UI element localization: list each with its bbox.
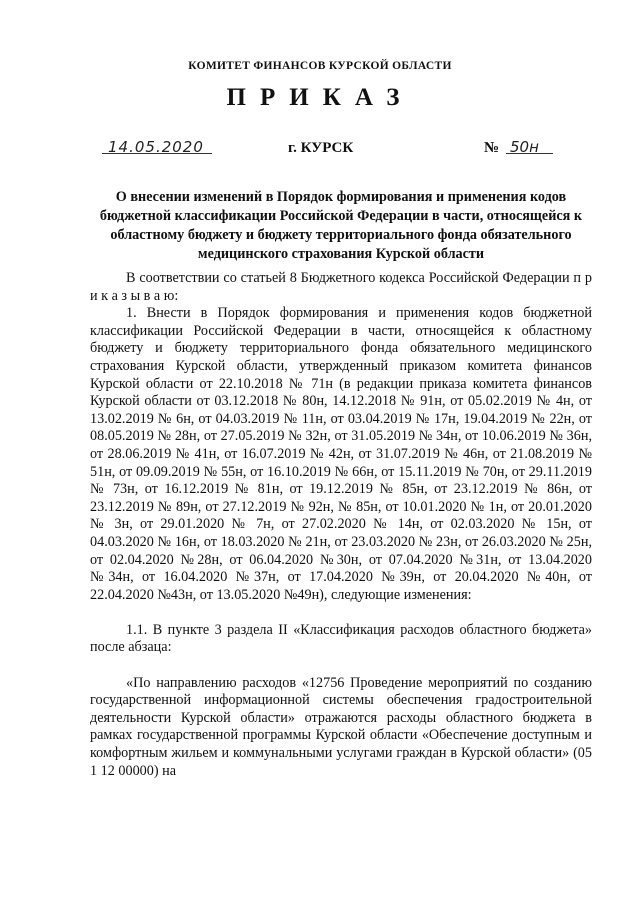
issuing-authority: КОМИТЕТ ФИНАНСОВ КУРСКОЙ ОБЛАСТИ [188,60,452,72]
quoted-text-paragraph: «По направлению расходов «12756 Проведение мероприятий по созданию государственной информационной системы обеспечения градостроительной деятельности Курской области» отражаются расходы областного бюджета в рамках государственной программы Курской области «Обеспечение доступным и комфортным жильем и коммунальными услугами граждан в Курской области» (05 1 12 00000) на [90,674,592,779]
handwritten-order-number: 50н [510,138,539,156]
handwritten-date: 14.05.2020 [108,138,204,156]
clause-1-1-paragraph: 1.1. В пункте 3 раздела II «Классификация расходов областного бюджета» после абзаца: [90,621,592,656]
document-title: ПРИКАЗ [226,84,414,111]
order-number-label: № [484,140,500,156]
order-subject-heading: О внесении изменений в Порядок формирования и применения кодов бюджетной классификации Российской Федерации в части, относящейся к областному бюджету и бюджету территориального фонда обязательного медицинского страхования Курской области [99,189,583,262]
clause-1-paragraph: 1. Внести в Порядок формирования и применения кодов бюджетной классификации Российской Федерации в части, относящейся к областному бюджету и бюджету территориального фонда обязательного медицинского страхования Курской области, утвержденный приказом комитета финансов Курской области от 22.10.2018 № 71н (в редакции приказа комитета финансов Курской области от 03.12.2018 № 80н, 14.12.2018 № 91н, от 05.02.2019 № 4н, от 13.02.2019 № 6н, от 04.03.2019 № 11н, от 03.04.2019 № 17н, 19.04.2019 № 22н, от 08.05.2019 № 28н, от 27.05.2019 № 32н, от 31.05.2019 № 34н, от 10.06.2019 № 36н, от 28.06.2019 № 41н, от 16.07.2019 № 42н, от 31.07.2019 № 46н, от 21.08.2019 № 51н, от 09.09.2019 № 55н, от 16.10.2019 № 66н, от 15.11.2019 № 70н, от 29.11.2019 № 73н, от 16.12.2019 № 81н, от 19.12.2019 № 85н, от 23.12.2019 № 86н, от 23.12.2019 № 89н, от 27.12.2019 № 92н, № 85н, от 10.01.2020 № 1н, от 20.01.2020 № 3н, от 29.01.2020 № 7н, от 27.02.2020 № 14н, от 02.03.2020 № 15н, от 04.03.2020 № 16н, от 18.03.2020 № 21н, от 23.03.2020 № 23н, от 26.03.2020 № 25н, от 02.04.2020 №28н, от 06.04.2020 №30н, от 07.04.2020 №31н, от 13.04.2020 №34н, от 16.04.2020 №37н, от 17.04.2020 №39н, от 20.04.2020 №40н, от 22.04.2020 №43н, от 13.05.2020 №49н), следующие изменения: [90,305,592,603]
city-label: г. КУРСК [288,140,354,156]
document-body [90,270,592,780]
preamble-paragraph: В соответствии со статьей 8 Бюджетного кодекса Российской Федерации п р и к а з ы в а ю: [90,270,592,304]
